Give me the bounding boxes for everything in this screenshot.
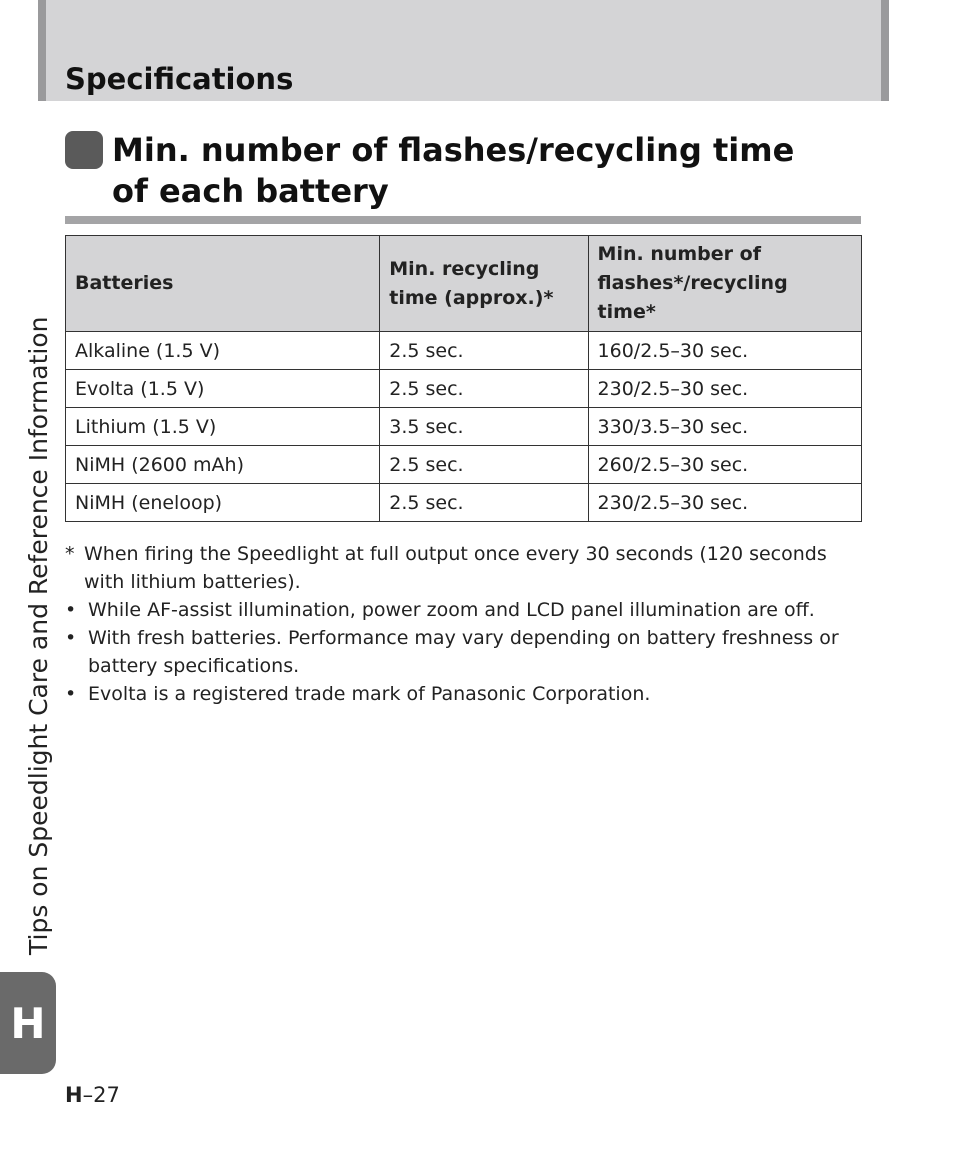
flashes-cell: 230/2.5–30 sec. bbox=[588, 484, 861, 522]
recycling-time-cell: 2.5 sec. bbox=[380, 484, 588, 522]
bullet-note bbox=[65, 596, 865, 624]
notes bbox=[65, 540, 865, 708]
column-header-recycling-time: Min. recycling time (approx.)* bbox=[380, 236, 588, 332]
battery-cell: Alkaline (1.5 V) bbox=[66, 332, 380, 370]
flashes-cell: 260/2.5–30 sec. bbox=[588, 446, 861, 484]
chapter-tab-letter: H bbox=[10, 998, 46, 1048]
battery-cell: Evolta (1.5 V) bbox=[66, 370, 380, 408]
recycling-time-cell: 2.5 sec. bbox=[380, 332, 588, 370]
asterisk-note-text: When firing the Speedlight at full output once every 30 seconds (120 seconds with lithium batteries). bbox=[84, 543, 827, 593]
page-number-prefix: H bbox=[65, 1083, 83, 1107]
battery-cell: NiMH (2600 mAh) bbox=[66, 446, 380, 484]
table-row bbox=[66, 484, 862, 522]
page-number-value: 27 bbox=[93, 1083, 120, 1107]
flashes-cell: 330/3.5–30 sec. bbox=[588, 408, 861, 446]
asterisk-note bbox=[65, 540, 865, 596]
bullet-marker: • bbox=[65, 599, 77, 621]
battery-cell: NiMH (eneloop) bbox=[66, 484, 380, 522]
table-header-row bbox=[66, 236, 862, 332]
table-row bbox=[66, 332, 862, 370]
section-title: Specifications bbox=[65, 62, 294, 96]
bullet-note-text: Evolta is a registered trade mark of Panasonic Corporation. bbox=[88, 683, 651, 705]
recycling-time-cell: 3.5 sec. bbox=[380, 408, 588, 446]
battery-cell: Lithium (1.5 V) bbox=[66, 408, 380, 446]
bullet-marker: • bbox=[65, 683, 77, 705]
page-number-separator: – bbox=[82, 1083, 94, 1107]
flashes-cell: 230/2.5–30 sec. bbox=[588, 370, 861, 408]
page-heading: Min. number of flashes/recycling time of each battery bbox=[112, 131, 795, 210]
table-row bbox=[66, 446, 862, 484]
bullet-note bbox=[65, 680, 865, 708]
table-row bbox=[66, 408, 862, 446]
page-number bbox=[65, 1083, 120, 1107]
bullet-note-text: While AF-assist illumination, power zoom and LCD panel illumination are off. bbox=[88, 599, 815, 621]
battery-spec-table bbox=[65, 235, 862, 522]
chapter-side-label: Tips on Speedlight Care and Reference Information bbox=[24, 316, 53, 955]
chapter-tab bbox=[0, 972, 56, 1074]
bullet-note bbox=[65, 624, 865, 680]
recycling-time-cell: 2.5 sec. bbox=[380, 370, 588, 408]
bullet-note-text: With fresh batteries. Performance may vary depending on battery freshness or battery specifications. bbox=[88, 627, 839, 677]
table-row bbox=[66, 370, 862, 408]
heading-square-icon bbox=[65, 131, 103, 169]
bullet-marker: • bbox=[65, 627, 77, 649]
recycling-time-cell: 2.5 sec. bbox=[380, 446, 588, 484]
column-header-batteries: Batteries bbox=[66, 236, 380, 332]
flashes-cell: 160/2.5–30 sec. bbox=[588, 332, 861, 370]
asterisk-marker: * bbox=[65, 543, 75, 565]
heading-rule bbox=[65, 216, 861, 224]
column-header-flashes: Min. number of flashes*/recycling time* bbox=[588, 236, 861, 332]
